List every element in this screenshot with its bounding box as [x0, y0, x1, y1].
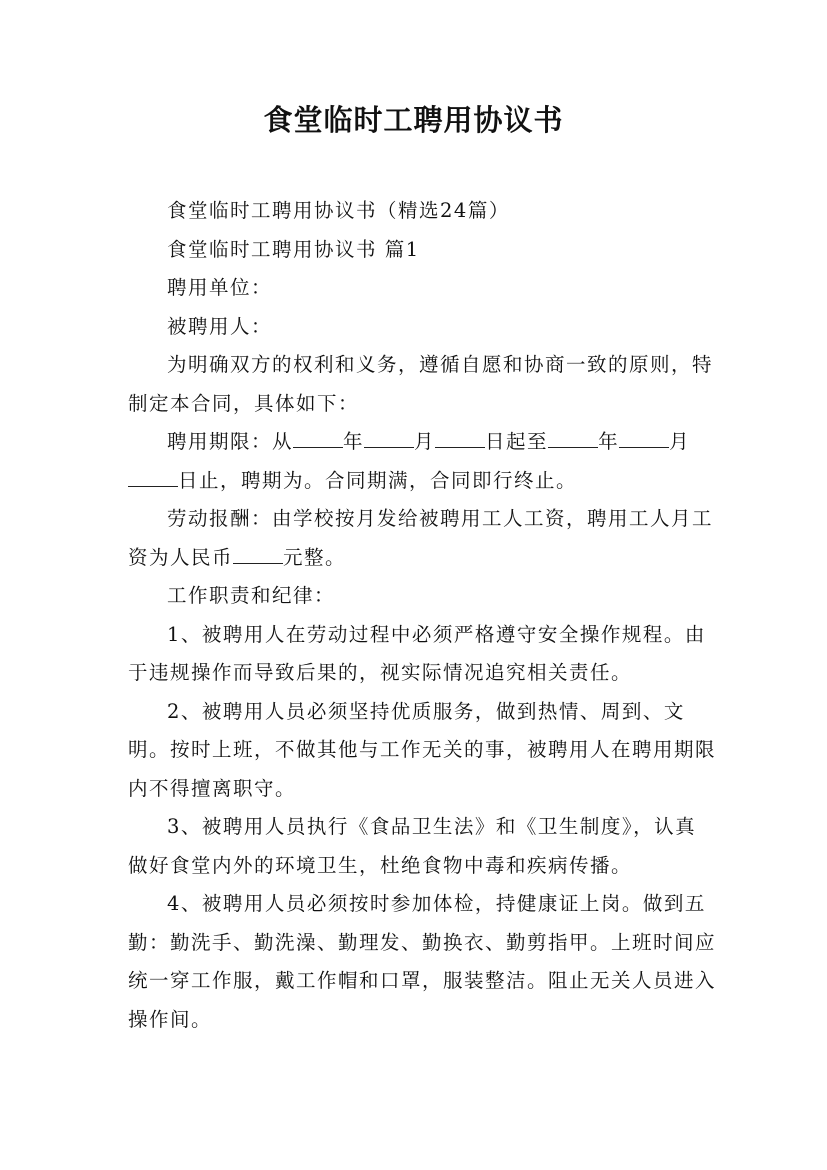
document-body: [128, 192, 716, 1039]
pay-paragraph: [128, 500, 716, 577]
document-title: 食堂临时工聘用协议书: [263, 103, 564, 137]
pay-prefix: 劳动报酬：由学校按月发给被聘用工人工资，聘用工人月工资为人民币: [128, 507, 714, 569]
term-day-start: 日起至: [485, 430, 549, 453]
blank-field[interactable]: [619, 425, 669, 448]
blank-field[interactable]: [435, 425, 485, 448]
employer-label: 聘用单位：: [167, 276, 273, 299]
blank-field[interactable]: [233, 541, 283, 564]
clause-4: 4、被聘用人员必须按时参加体检，持健康证上岗。做到五勤：勤洗手、勤洗澡、勤理发、勤换衣、勤剪指甲。上班时间应统一穿工作服，戴工作帽和口罩，服装整洁。阻止无关人员进入操作间。: [128, 892, 717, 1031]
article-heading: 食堂临时工聘用协议书 篇1: [167, 237, 420, 261]
term-month-1: 月: [414, 430, 436, 453]
term-paragraph: [128, 423, 716, 500]
pay-suffix: 元整。: [283, 545, 347, 569]
term-month-2: 月: [669, 430, 691, 453]
blank-field[interactable]: [364, 425, 414, 448]
employee-label: 被聘用人：: [167, 314, 273, 338]
intro-line: 食堂临时工聘用协议书（精选24篇）: [167, 199, 510, 222]
clause-1: 1、被聘用人在劳动过程中必须严格遵守安全操作规程。由于违规操作而导致后果的，视实际情况追究相关责任。: [128, 622, 706, 684]
duties-heading: 工作职责和纪律：: [167, 584, 336, 607]
clause-2: 2、被聘用人员必须坚持优质服务，做到热情、周到、文明。按时上班，不做其他与工作无关的事，被聘用人在聘用期限内不得擅离职守。: [128, 699, 717, 800]
term-prefix: 聘用期限：从: [167, 430, 294, 453]
blank-field[interactable]: [128, 464, 178, 487]
blank-field[interactable]: [548, 425, 598, 448]
term-suffix: 日止，聘期为。合同期满，合同即行终止。: [178, 468, 578, 492]
blank-field[interactable]: [293, 425, 343, 448]
preamble-paragraph: 为明确双方的权利和义务，遵循自愿和协商一致的原则，特制定本合同，具体如下：: [128, 353, 714, 415]
term-year-1: 年: [343, 430, 365, 453]
clause-3: 3、被聘用人员执行《食品卫生法》和《卫生制度》，认真做好食堂内外的环境卫生，杜绝食物中毒和疾病传播。: [128, 815, 697, 877]
term-year-2: 年: [598, 430, 620, 453]
